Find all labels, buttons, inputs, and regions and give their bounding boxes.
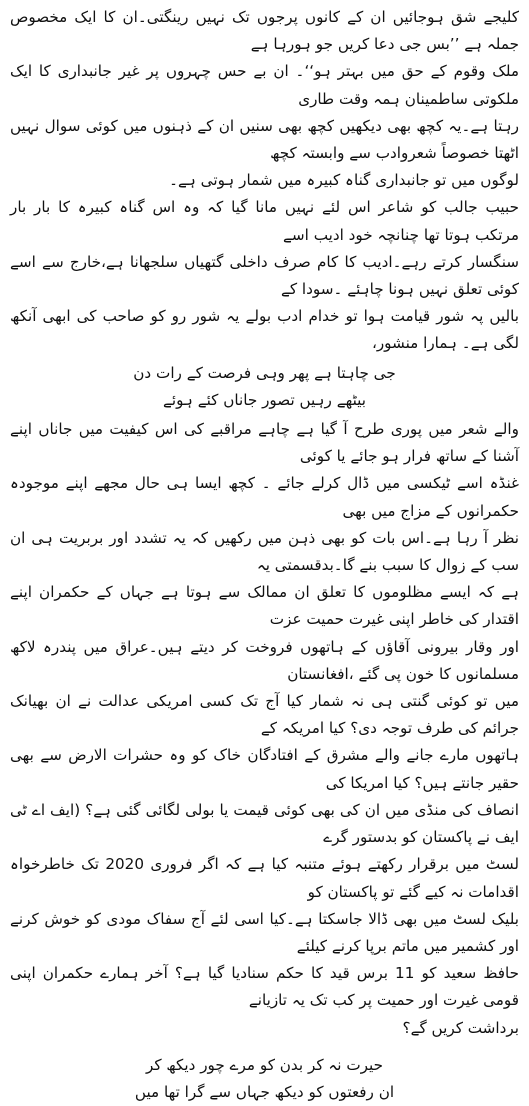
- paragraph-3-line: غنڈہ اسے ٹیکسی میں ڈال کرلے جائے ۔ کچھ ایسا ہی حال مجھے اپنے موجودہ حکمرانوں کے مزاج میں بھی: [10, 474, 519, 520]
- paragraph-3-line: والے شعر میں پوری طرح آ گیا ہے چاہے مراقبے کی اس کیفیت میں جاناں اپنے آشنا کے ساتھ فرار ہو جائے یا کوئی: [10, 420, 519, 466]
- paragraph-3: [10, 416, 519, 1042]
- paragraph-2: [10, 194, 519, 357]
- couplet-2-line-2: ان رفعتوں کو دیکھ جہاں سے گرا تھا میں: [134, 1082, 395, 1101]
- paragraph-1-line: ملک وقوم کے حق میں بہتر ہو‘‘۔ ان بے حس چہروں پر غیر جانبداری کا ایک ملکوتی ساطمینان ہمہ وقت طاری: [10, 62, 519, 108]
- paragraph-1-line: لوگوں میں تو جانبداری گناہ کبیرہ میں شمار ہوتی ہے۔: [169, 171, 519, 190]
- paragraph-1-line: رہتا ہے۔یہ کچھ بھی دیکھیں کچھ بھی سنیں ان کے ذہنوں میں کوئی سوال نہیں اٹھتا خصوصاً شعروادب سے وابستہ کچھ: [10, 116, 519, 163]
- paragraph-2-line: حبیب جالب کو شاعر اس لئے نہیں مانا گیا کہ وہ اس گناہ کبیرہ کا بار بار مرتکب ہوتا تھا چنانچہ خود ادیب اسے: [10, 198, 519, 244]
- couplet-1-line-2: بیٹھے رہیں تصور جاناں کئے ہوئے: [163, 390, 366, 409]
- paragraph-2-line: بالیں پہ شور قیامت ہوا تو خدام ادب بولے یہ شور رو کو صاحب کی ابھی آنکھ لگی ہے۔ ہمارا منشور،: [10, 307, 519, 353]
- paragraph-3-line: بلیک لسٹ میں بھی ڈالا جاسکتا ہے۔کیا اسی لئے آج سفاک مودی کو خوش کرنے اور کشمیر میں ماتم برپا کرنے کیلئے: [10, 909, 519, 955]
- paragraph-3-line: انصاف کی منڈی میں ان کی بھی کوئی قیمت یا بولی لگائی گئی ہے؟ (ایف اے ٹی ایف نے پاکستان کو بدستور گرے: [10, 800, 519, 847]
- paragraph-3-line: ہاتھوں مارے جانے والے مشرق کے افتادگان خاک کو وہ حشرات الارض سے بھی حقیر جانتے ہیں؟ کیا امریکا کی: [10, 746, 519, 792]
- couplet-1-line-1: جی چاہتا ہے پھر وہی فرصت کے رات دن: [133, 363, 396, 382]
- couplet-2-line-1: حیرت نہ کر بدن کو مرے چور دیکھ کر: [145, 1055, 383, 1074]
- poetry-couplet-2: [10, 1052, 519, 1106]
- paragraph-3-line: لسٹ میں برقرار رکھتے ہوئے متنبہ کیا ہے کہ اگر فروری 2020 تک خاطرخواہ اقدامات نہ کیے گئے تو پاکستان کو: [10, 855, 519, 901]
- paragraph-3-line: ہے کہ ایسے مظلوموں کا تعلق ان ممالک سے ہوتا ہے جہاں کے حکمران اپنے اقتدار کی خاطر اپنی غیرت حمیت عزت: [10, 583, 519, 629]
- paragraph-3-line: برداشت کریں گے؟: [402, 1018, 519, 1037]
- paragraph-3-line: نظر آ رہا ہے۔اس بات کو بھی ذہن میں رکھیں کہ یہ تشدد اور بربریت ہی ان سب کے زوال کا سبب بنے گا۔بدقسمتی یہ: [10, 528, 519, 575]
- paragraph-3-line: میں تو کوئی گنتی ہی نہ شمار کیا آج تک کسی امریکی عدالت نے ان بھیانک جرائم کی طرف توجہ دی؟ کیا امریکہ کے: [10, 692, 519, 738]
- poetry-couplet-1: [10, 360, 519, 414]
- paragraph-1-line: کلیجے شق ہوجائیں ان کے کانوں پرجوں تک نہیں رینگتی۔ان کا ایک مخصوص جملہ ہے ’’بس جی دعا کریں جو ہورہا ہے: [10, 8, 519, 54]
- paragraph-2-line: سنگسار کرتے رہے۔ادیب کا کام صرف داخلی گتھیاں سلجھانا ہے،خارج سے اسے کوئی تعلق نہیں ہونا چاہئے ۔سودا کے: [10, 252, 519, 299]
- paragraph-3-line: اور وقار بیرونی آقاؤں کے ہاتھوں فروخت کر دیتے ہیں۔عراق میں پندرہ لاکھ مسلمانوں کا خون پی گئے ،افغانستان: [10, 637, 519, 683]
- paragraph-3-line: حافظ سعید کو 11 برس قید کا حکم سنادیا گیا ہے؟ آخر ہمارے حکمران اپنی قومی غیرت اور حمیت پر کب تک یہ تازیانے: [10, 964, 520, 1010]
- paragraph-1: [10, 4, 519, 194]
